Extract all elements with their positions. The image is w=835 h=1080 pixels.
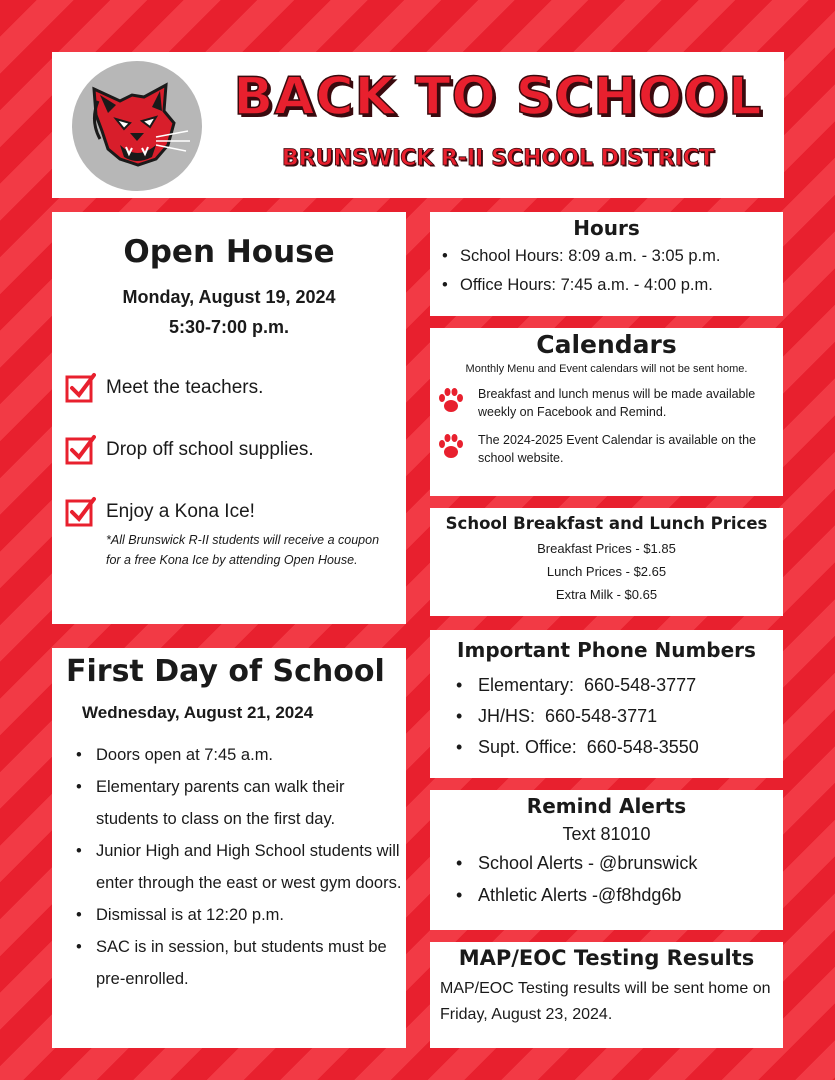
calendar-note: The 2024-2025 Event Calendar is available on the school website. <box>478 433 756 465</box>
paw-print-icon <box>436 385 466 415</box>
list-item <box>436 385 783 421</box>
list-item: • School Alerts - @brunswick <box>430 847 783 879</box>
remind-alerts-title: Remind Alerts <box>526 794 687 818</box>
phone-numbers-card <box>430 630 783 778</box>
remind-text-number: Text 81010 <box>562 824 651 844</box>
checkbox-icon <box>64 434 96 466</box>
open-house-card <box>52 212 406 624</box>
phone-numbers-title: Important Phone Numbers <box>457 638 756 662</box>
price-line: Breakfast Prices - $1.85 <box>537 541 676 556</box>
district-name: BRUNSWICK R-II SCHOOL DISTRICT <box>281 146 715 171</box>
list-item: • Office Hours: 7:45 a.m. - 4:00 p.m. <box>430 271 783 300</box>
testing-results-text: MAP/EOC Testing results will be sent home on Friday, August 23, 2024. <box>440 980 771 1023</box>
testing-results-title: MAP/EOC Testing Results <box>458 946 755 970</box>
checkbox-icon <box>64 372 96 404</box>
checklist-item-text: Meet the teachers. <box>106 377 264 398</box>
hours-card <box>430 212 783 316</box>
first-day-card <box>52 648 406 1048</box>
list-item: • Elementary parents can walk their students to class on the first day. <box>52 771 406 835</box>
wildcat-mascot-icon <box>72 61 202 191</box>
first-day-list <box>52 739 406 995</box>
checkbox-icon <box>64 496 96 528</box>
open-house-date: Monday, August 19, 2024 <box>122 287 336 307</box>
list-item: • Elementary: 660-548-3777 <box>430 670 783 701</box>
header-banner <box>52 52 784 198</box>
checklist-item <box>64 372 406 404</box>
first-day-date: Wednesday, August 21, 2024 <box>82 703 314 722</box>
phone-list <box>430 670 783 763</box>
price-line: Extra Milk - $0.65 <box>555 587 658 602</box>
calendars-intro: Monthly Menu and Event calendars will not be sent home. <box>465 363 748 375</box>
meal-prices-title: School Breakfast and Lunch Prices <box>445 514 768 533</box>
kona-ice-note: *All Brunswick R-II students will receive a coupon for a free Kona Ice by attending Open House. <box>106 533 380 567</box>
hours-title: Hours <box>573 216 640 240</box>
list-item: • SAC is in session, but students must be pre-enrolled. <box>52 931 406 995</box>
first-day-title: First Day of School <box>66 654 385 689</box>
list-item <box>436 431 783 467</box>
checklist-item <box>64 496 406 528</box>
hours-list <box>430 242 783 300</box>
list-item: • Supt. Office: 660-548-3550 <box>430 732 783 763</box>
page-title: BACK TO SCHOOL <box>233 67 763 127</box>
paw-print-icon <box>436 431 466 461</box>
calendars-card <box>430 328 783 496</box>
open-house-time: 5:30-7:00 p.m. <box>168 317 290 337</box>
calendars-title: Calendars <box>536 330 677 359</box>
testing-results-card <box>430 942 783 1048</box>
remind-list <box>430 847 783 911</box>
remind-alerts-card <box>430 790 783 930</box>
open-house-title: Open House <box>123 234 335 270</box>
list-item: • Doors open at 7:45 a.m. <box>52 739 406 771</box>
price-line: Lunch Prices - $2.65 <box>546 564 667 579</box>
checklist-item-text: Enjoy a Kona Ice! <box>106 501 255 522</box>
checklist-item-text: Drop off school supplies. <box>106 439 314 460</box>
checklist-item <box>64 434 406 466</box>
calendar-note: Breakfast and lunch menus will be made available weekly on Facebook and Remind. <box>478 387 756 419</box>
list-item: • JH/HS: 660-548-3771 <box>430 701 783 732</box>
list-item: • School Hours: 8:09 a.m. - 3:05 p.m. <box>430 242 783 271</box>
list-item: • Junior High and High School students will enter through the east or west gym doors. <box>52 835 406 899</box>
list-item: • Athletic Alerts -@f8hdg6b <box>430 879 783 911</box>
meal-prices-card <box>430 508 783 616</box>
list-item: • Dismissal is at 12:20 p.m. <box>52 899 406 931</box>
